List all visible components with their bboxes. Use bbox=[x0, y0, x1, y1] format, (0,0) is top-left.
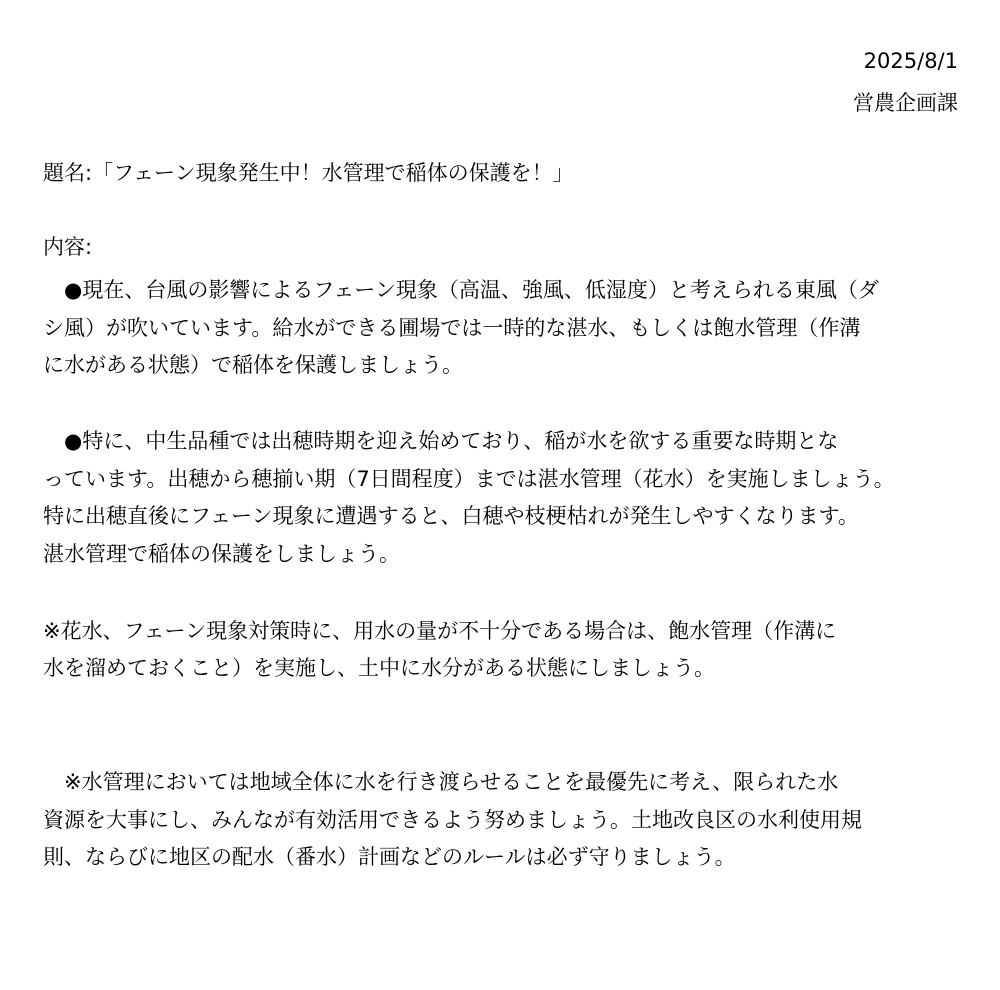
document-header bbox=[853, 40, 958, 124]
paragraph2-line4: 湛水管理で稲体の保護をしましょう。 bbox=[43, 542, 400, 566]
paragraph1-line3: に水がある状態）で稲体を保護しましょう。 bbox=[43, 353, 463, 377]
issuing-department: 営農企画課 bbox=[853, 91, 958, 115]
paragraph2-line2: っています。出穂から穂揃い期（7日間程度）までは湛水管理（花水）を実施しましょう。 bbox=[43, 467, 895, 491]
paragraph1-line2: シ風）が吹いています。給水ができる圃場では一時的な湛水、もしくは飽水管理（作溝 bbox=[43, 316, 861, 340]
content-label: 内容: bbox=[43, 235, 93, 259]
document-title: 題名:「フェーン現象発生中！水管理で稲体の保護を！」 bbox=[43, 161, 574, 185]
note2-line3: 則、ならびに地区の配水（番水）計画などのルールは必ず守りましょう。 bbox=[43, 845, 736, 869]
paragraph2-line1: ●特に、中生品種では出穂時期を迎え始めており、稲が水を欲する重要な時期とな bbox=[43, 429, 839, 453]
issue-date: 2025/8/1 bbox=[863, 49, 958, 73]
paragraph1-line1: ●現在、台風の影響によるフェーン現象（高温、強風、低湿度）と考えられる東風（ダ bbox=[43, 278, 879, 302]
note2-line1: ※水管理においては地域全体に水を行き渡らせることを最優先に考え、限られた水 bbox=[43, 770, 839, 794]
note1-line1: ※花水、フェーン現象対策時に、用水の量が不十分である場合は、飽水管理（作溝に bbox=[43, 619, 837, 643]
paragraph2-line3: 特に出穂直後にフェーン現象に遭遇すると、白穂や枝梗枯れが発生しやすくなります。 bbox=[43, 504, 859, 528]
note1-line2: 水を溜めておくこと）を実施し、土中に水分がある状態にしましょう。 bbox=[43, 656, 715, 680]
note2-line2: 資源を大事にし、みんなが有効活用できるよう努めましょう。土地改良区の水利使用規 bbox=[43, 808, 862, 832]
